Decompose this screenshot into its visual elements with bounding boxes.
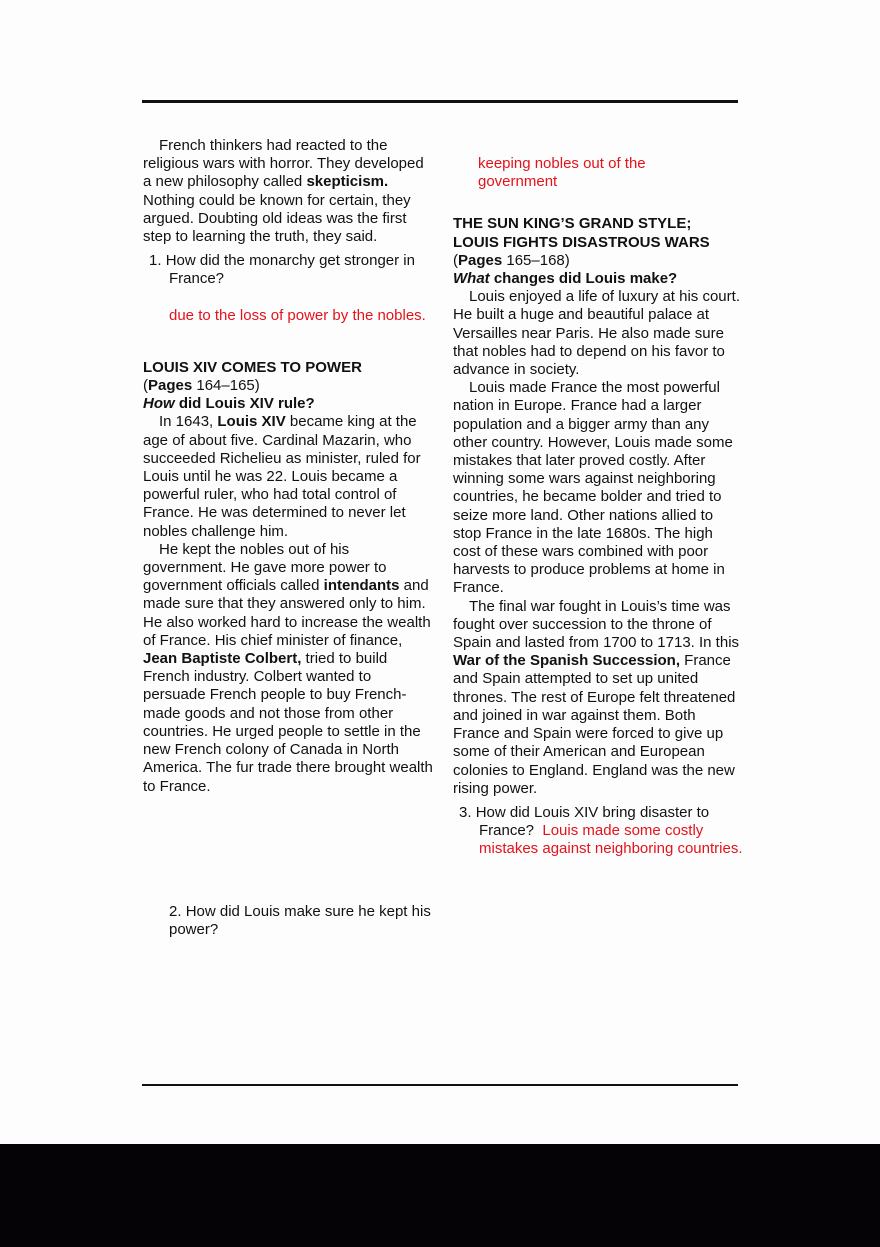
section-pages: (Pages 165–168) [453,251,570,269]
term-intendants: intendants [323,577,400,595]
question-number: 2. [169,903,182,920]
right-column [453,155,743,859]
question-2 [169,903,439,939]
black-footer-band [0,1144,880,1247]
question-number: 1. [149,252,162,270]
section-pages: (Pages 164–165) [143,377,260,395]
question-3 [453,804,743,859]
question-text: How did Louis make sure he kept his power? [169,903,431,939]
left-column [143,137,433,796]
answer-3[interactable]: Louis made some costly mistakes against neighboring countries. [479,822,743,858]
section-title-line-2: LOUIS FIGHTS DISASTROUS WARS [453,233,710,251]
question-number: 3. [459,803,472,821]
term-skepticism: skepticism. [306,173,389,191]
paragraph-powerful-nation: Louis made France the most powerful nation in Europe. France had a larger population and a bigger army than any other country. However, Louis made some mistakes that later proved costly. After winning some wars against neighboring countries, he became bolder and tried to seize more land. Other nations allied to stop France in the late 1680s. The high cost of these wars combined with poor harvests to produce problems at home in France. [453,379,733,597]
question-1 [143,252,433,288]
question-text: How did the monarchy get stronger in France? [165,252,415,288]
section-question: What changes did Louis make? [453,270,678,288]
paragraph-nobles-and-colbert: He kept the nobles out of his government. He gave more power to government officials called intendants and made sure that they answered only to him. He also worked hard to increase the wealth of France. His chief minister of finance, Jean Baptiste Colbert, tried to build French industry. Colbert wanted to persuade French people to buy French-made goods and not those from other countries. He urged people to settle in the new French colony of Canada in North America. The fur trade there brought wealth to France. [143,540,433,795]
paragraph-louis-becomes-king: In 1643, Louis XIV became king at the age of about five. Cardinal Mazarin, who succeeded Richelieu as minister, ruled for Louis until he was 22. Louis became a powerful ruler, who had total control of France. He was determined to never let nobles challenge him. [143,413,421,540]
paragraph-spanish-succession: The final war fought in Louis’s time was fought over succession to the throne of Spain and lasted from 1700 to 1713. In this War of the Spanish Succession, France and Spain attempted to set up united thrones. The rest of Europe felt threatened and joined in war against them. Both France and Spain were forced to give up some of their American and European colonies to England. England was the new rising power. [453,597,740,797]
term-louis-xiv: Louis XIV [217,413,286,431]
section-question: How did Louis XIV rule? [143,395,315,413]
term-colbert: Jean Baptiste Colbert, [143,650,302,668]
section-louis-xiv-comes-to-power [143,359,433,796]
section-title: LOUIS XIV COMES TO POWER [143,358,362,376]
answer-2[interactable]: keeping nobles out of the government [478,155,646,191]
answer-1[interactable]: due to the loss of power by the nobles. [169,306,426,324]
section-title-line-1: THE SUN KING’S GRAND STYLE; [453,215,692,233]
term-war-of-spanish-succession: War of the Spanish Succession, [453,652,680,670]
intro-paragraph: French thinkers had reacted to the religious wars with horror. They developed a new philosophy called skepticism. Nothing could be known for certain, they argued. Doubting old ideas was the first step to learning the truth, they said. [143,137,424,246]
section-sun-king [453,215,743,858]
bottom-rule-divider [142,1084,738,1086]
top-rule-divider [142,100,738,103]
question-text: How did Louis XIV bring disaster to France? [475,803,710,840]
paragraph-versailles: Louis enjoyed a life of luxury at his court. He built a huge and beautiful palace at Versailles near Paris. He also made sure that nobles had to depend on his favor to advance in society. [453,288,740,379]
